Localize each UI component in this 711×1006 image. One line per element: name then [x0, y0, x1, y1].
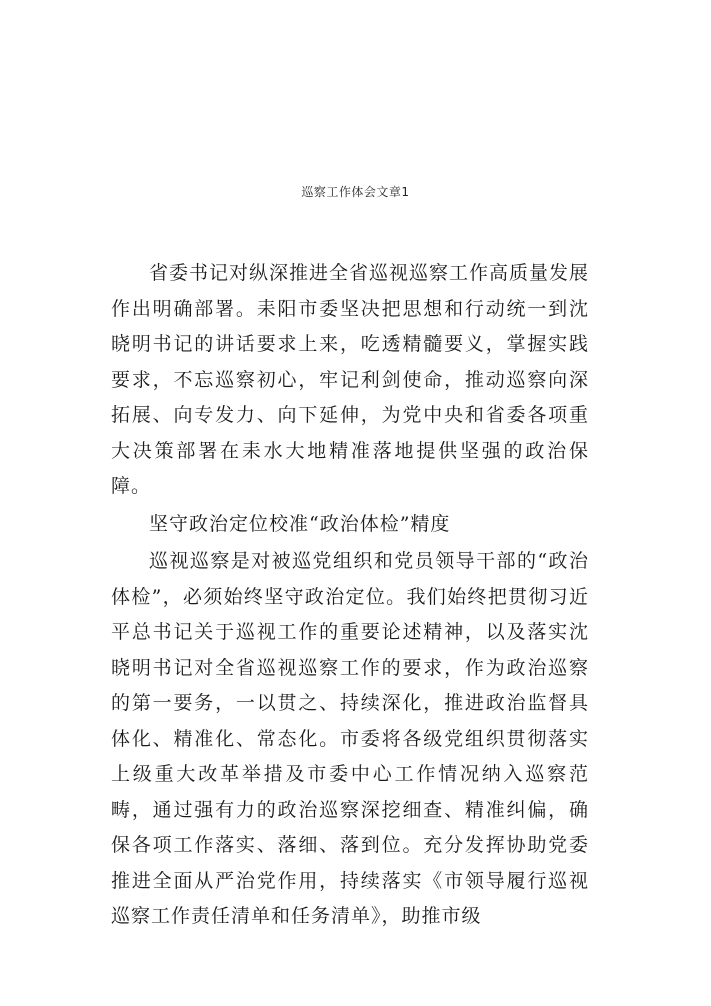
- paragraph-body: 巡视巡察是对被巡党组织和党员领导干部的“政治体检”，必须始终坚守政治定位。我们始终把贯彻习近平总书记关于巡视工作的重要论述精神，以及落实沈晓明书记对全省巡视巡察工作的要求，作为政治巡察的第一要务，一以贯之、持续深化，推进政治监督具体化、精准化、常态化。市委将各级党组织贯彻落实上级重大改革举措及市委中心工作情况纳入巡察范畴，通过强有力的政治巡察深挖细查、精准纠偏，确保各项工作落实、落细、落到位。充分发挥协助党委推进全面从严治党作用，持续落实《市领导履行巡视巡察工作责任清单和任务清单》，助推市级: [111, 550, 589, 927]
- document-body: [111, 256, 589, 937]
- document-title: 巡察工作体会文章1: [301, 185, 410, 199]
- section-heading: 坚守政治定位校准“政治体检”精度: [149, 512, 451, 535]
- paragraph-intro: 省委书记对纵深推进全省巡视巡察工作高质量发展作出明确部署。耒阳市委坚决把思想和行动统一到沈晓明书记的讲话要求上来，吃透精髓要义，掌握实践要求，不忘巡察初心，牢记利剑使命，推动巡察向深拓展、向专发力、向下延伸，为党中央和省委各项重大决策部署在耒水大地精准落地提供坚强的政治保障。: [111, 262, 590, 497]
